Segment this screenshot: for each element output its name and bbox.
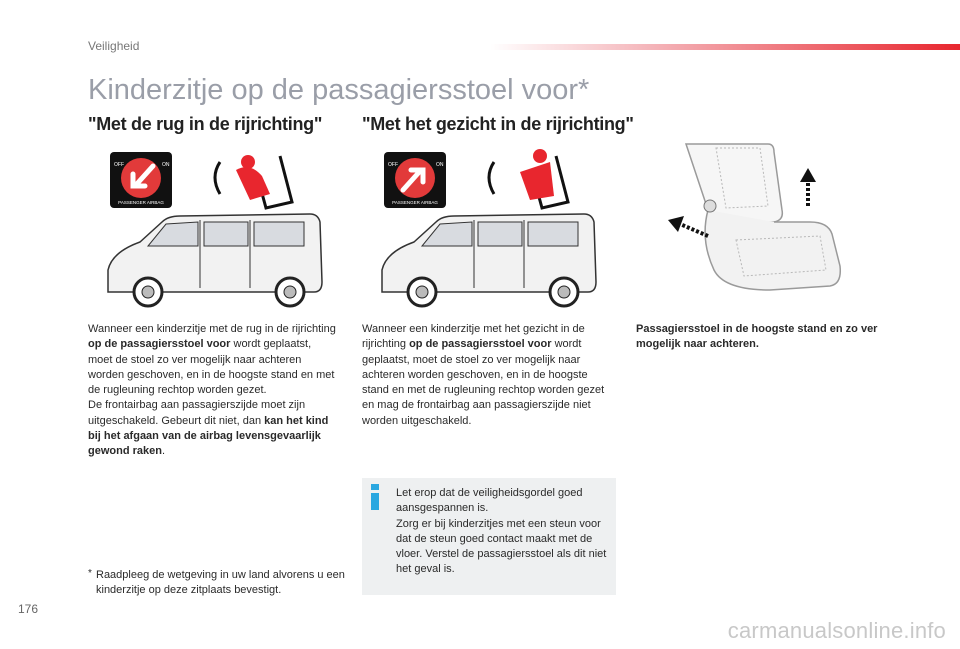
- seat-adjustment-illustration: [650, 140, 850, 310]
- info-icon: [368, 484, 382, 510]
- page-title: Kinderzitje op de passagiersstoel voor*: [88, 74, 590, 106]
- footnote: [88, 568, 348, 599]
- airbag-off-label: OFF: [388, 162, 398, 168]
- forward-facing-description: [362, 322, 612, 429]
- airbag-off-sign: [110, 152, 172, 208]
- passenger-seat-drawing: [686, 144, 840, 290]
- airbag-off-label: OFF: [114, 162, 124, 168]
- footnote-marker: *: [88, 568, 92, 579]
- emphasis-text: op de passagiersstoel voor: [88, 338, 231, 351]
- airbag-sign-label: PASSENGER AIRBAG: [118, 200, 164, 205]
- rear-facing-child-seat-icon: [215, 155, 292, 208]
- airbag-on-label: ON: [436, 162, 444, 168]
- text-span: Wanneer een kinderzitje met het gezicht in de rijrichting: [362, 323, 585, 351]
- text-span: Wanneer een kinderzitje met de rug in de rijrichting: [88, 323, 336, 335]
- text-span: .: [161, 445, 166, 458]
- emphasis-text: op de passagiersstoel voor: [409, 338, 552, 351]
- heading-forward-facing: "Met het gezicht in de rijrichting": [362, 114, 634, 134]
- arrow-up-icon: [800, 168, 816, 206]
- airbag-on-sign: [384, 152, 446, 208]
- info-text: Let erop dat de veiligheidsgordel goed aansgespannen is. Zorg er bij kinderzitjes met een steun voor dat de steun goed contact maakt met de vloer. Verstel de passagiersstoel als dit niet het geval is.: [396, 487, 607, 576]
- arrow-back-icon: [668, 216, 708, 236]
- van-side-view: [108, 214, 322, 306]
- heading-rear-facing: "Met de rug in de rijrichting": [88, 114, 323, 134]
- header-accent-bar: [490, 44, 960, 50]
- van-side-view: [382, 214, 596, 306]
- forward-facing-child-seat-icon: [489, 149, 568, 208]
- forward-facing-illustration: [374, 142, 614, 312]
- watermark: carmanualsonline.info: [727, 618, 946, 643]
- info-box: [362, 478, 616, 595]
- airbag-sign-label: PASSENGER AIRBAG: [392, 200, 438, 205]
- warning-text: kan het kind bij het afgaan van de airbag levensgevaarlijk gewond raken: [88, 414, 329, 458]
- page-number: 176: [18, 602, 39, 616]
- seat-caption: Passagiersstoel in de hoogste stand en zo ver mogelijk naar achteren.: [636, 323, 878, 351]
- text-span: De frontairbag aan passagierszijde moet zijn uitgeschakeld. Gebeurt dit niet, dan: [88, 399, 306, 427]
- footnote-text: Raadpleeg de wetgeving in uw land alvorens u een kinderzitje op deze zitplaats bevestigt.: [96, 569, 345, 597]
- text-span: wordt geplaatst, moet de stoel zo ver mogelijk naar achteren worden geschoven, en in de hoogste stand en met de rugleuning rechtop worden gezet.: [88, 338, 335, 397]
- text-span: wordt geplaatst, moet de stoel zo ver mogelijk naar achteren worden geschoven, en in de hoogste stand en met de rugleuning rechtop worden gezet en mag de frontairbag aan passagierszijde niet worden uitgeschakeld.: [362, 338, 605, 427]
- rear-facing-description: [88, 322, 338, 460]
- rear-facing-illustration: [100, 142, 340, 312]
- airbag-on-label: ON: [162, 162, 170, 168]
- section-label: Veiligheid: [88, 39, 140, 53]
